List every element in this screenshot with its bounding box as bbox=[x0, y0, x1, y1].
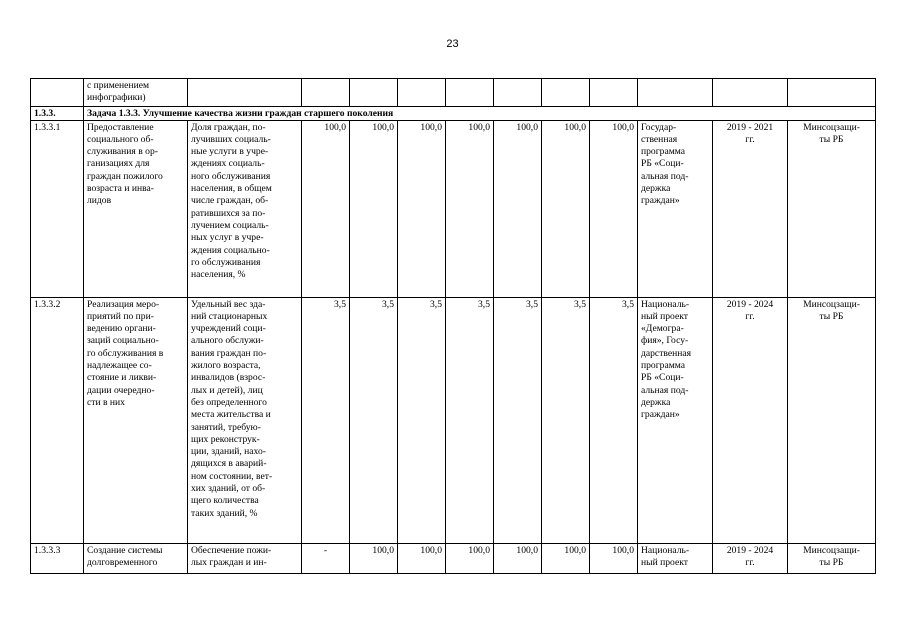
row-measure bbox=[84, 120, 188, 297]
row-value: 100,0 bbox=[494, 543, 542, 573]
cont-program-cell bbox=[638, 79, 713, 107]
row-value: 100,0 bbox=[542, 543, 590, 573]
row-code: 1.3.3.1 bbox=[31, 120, 84, 297]
row-period-text: 2019 - 2021 гг. bbox=[726, 121, 774, 145]
continuation-row bbox=[31, 79, 876, 107]
row-value: 3,5 bbox=[590, 297, 638, 543]
row-measure bbox=[84, 543, 188, 573]
task-code: 1.3.3. bbox=[31, 106, 84, 120]
row-value: - bbox=[302, 543, 350, 573]
row-program-text: Националь- ный проект «Демогра- фия», Госу- дарственная программа РБ «Соци- альная под- держка граждан» bbox=[641, 298, 692, 421]
row-value: 3,5 bbox=[398, 297, 446, 543]
row-value: 3,5 bbox=[542, 297, 590, 543]
row-value: 100,0 bbox=[590, 543, 638, 573]
row-indicator-text: Доля граждан, по- лучивших социаль- ные услуги в учре- ждениях социаль- ного обслуживания населения, в общем числе граждан, об- ратившихся за по- лучением социаль- ных услуг в учре- ждения социально- го обслуживания населения, % bbox=[191, 121, 272, 281]
cont-period-cell bbox=[713, 79, 788, 107]
row-measure bbox=[84, 297, 188, 543]
row-indicator bbox=[188, 120, 302, 297]
table-row bbox=[31, 297, 876, 543]
row-executor-text: Минсоцзащи- ты РБ bbox=[803, 544, 860, 568]
row-indicator bbox=[188, 297, 302, 543]
task-row bbox=[31, 106, 876, 120]
row-measure-text: Создание системы долговременного bbox=[87, 544, 163, 568]
row-code: 1.3.3.2 bbox=[31, 297, 84, 543]
cont-value-cell bbox=[350, 79, 398, 107]
cont-measure-text: с применением инфографики) bbox=[87, 80, 150, 104]
table-row bbox=[31, 543, 876, 573]
row-code: 1.3.3.3 bbox=[31, 543, 84, 573]
cont-value-cell bbox=[590, 79, 638, 107]
row-executor bbox=[788, 543, 876, 573]
row-period-text: 2019 - 2024 гг. bbox=[726, 298, 774, 322]
row-value: 100,0 bbox=[542, 120, 590, 297]
row-executor-text: Минсоцзащи- ты РБ bbox=[803, 121, 860, 145]
cont-code-cell bbox=[31, 79, 84, 107]
row-value: 100,0 bbox=[446, 543, 494, 573]
row-period bbox=[713, 543, 788, 573]
row-value: 3,5 bbox=[302, 297, 350, 543]
row-value: 100,0 bbox=[350, 543, 398, 573]
row-indicator-text: Удельный вес зда- ний стационарных учреждений соци- ального обслужи- вания граждан по- жилого возраста, инвалидов (взрос- лых и детей), лиц без определенного места жительства и занятий, требую- щих реконструк- ции, зданий, нахо- дящихся в аварий- ном состоянии, вет- хих зданий, от об- щего количества таких зданий, % bbox=[191, 298, 273, 519]
row-value: 100,0 bbox=[590, 120, 638, 297]
cont-value-cell bbox=[494, 79, 542, 107]
row-program-text: Националь- ный проект bbox=[641, 544, 690, 568]
row-program bbox=[638, 297, 713, 543]
row-program bbox=[638, 543, 713, 573]
cont-value-cell bbox=[446, 79, 494, 107]
page-number: 23 bbox=[446, 38, 459, 50]
row-value: 100,0 bbox=[398, 120, 446, 297]
row-program-text: Государ- ственная программа РБ «Соци- альная под- держка граждан» bbox=[641, 121, 689, 207]
task-title: Задача 1.3.3. Улучшение качества жизни граждан старшего поколения bbox=[84, 106, 876, 120]
row-value: 100,0 bbox=[398, 543, 446, 573]
row-value: 100,0 bbox=[350, 120, 398, 297]
row-executor bbox=[788, 297, 876, 543]
table-row bbox=[31, 120, 876, 297]
row-value: 100,0 bbox=[494, 120, 542, 297]
row-period bbox=[713, 297, 788, 543]
row-period bbox=[713, 120, 788, 297]
row-program bbox=[638, 120, 713, 297]
measures-table bbox=[30, 78, 876, 574]
cont-value-cell bbox=[302, 79, 350, 107]
cont-executor-cell bbox=[788, 79, 876, 107]
cont-value-cell bbox=[398, 79, 446, 107]
cont-measure-cell bbox=[84, 79, 188, 107]
row-measure-text: Реализация меро- приятий по при- ведению органи- заций социально- го обслуживания в надлежащее со- стояние и ликви- дации очередно- сти в них bbox=[87, 298, 164, 408]
row-executor-text: Минсоцзащи- ты РБ bbox=[803, 298, 860, 322]
row-value: 100,0 bbox=[302, 120, 350, 297]
row-value: 100,0 bbox=[446, 120, 494, 297]
row-measure-text: Предоставление социального об- служивания в ор- ганизациях для граждан пожилого возраста и инва- лидов bbox=[87, 121, 163, 207]
row-indicator bbox=[188, 543, 302, 573]
row-executor bbox=[788, 120, 876, 297]
cont-indicator-cell bbox=[188, 79, 302, 107]
row-value: 3,5 bbox=[350, 297, 398, 543]
row-value: 3,5 bbox=[494, 297, 542, 543]
cont-value-cell bbox=[542, 79, 590, 107]
row-period-text: 2019 - 2024 гг. bbox=[726, 544, 774, 568]
row-value: 3,5 bbox=[446, 297, 494, 543]
row-indicator-text: Обеспечение пожи- лых граждан и ин- bbox=[191, 544, 272, 568]
